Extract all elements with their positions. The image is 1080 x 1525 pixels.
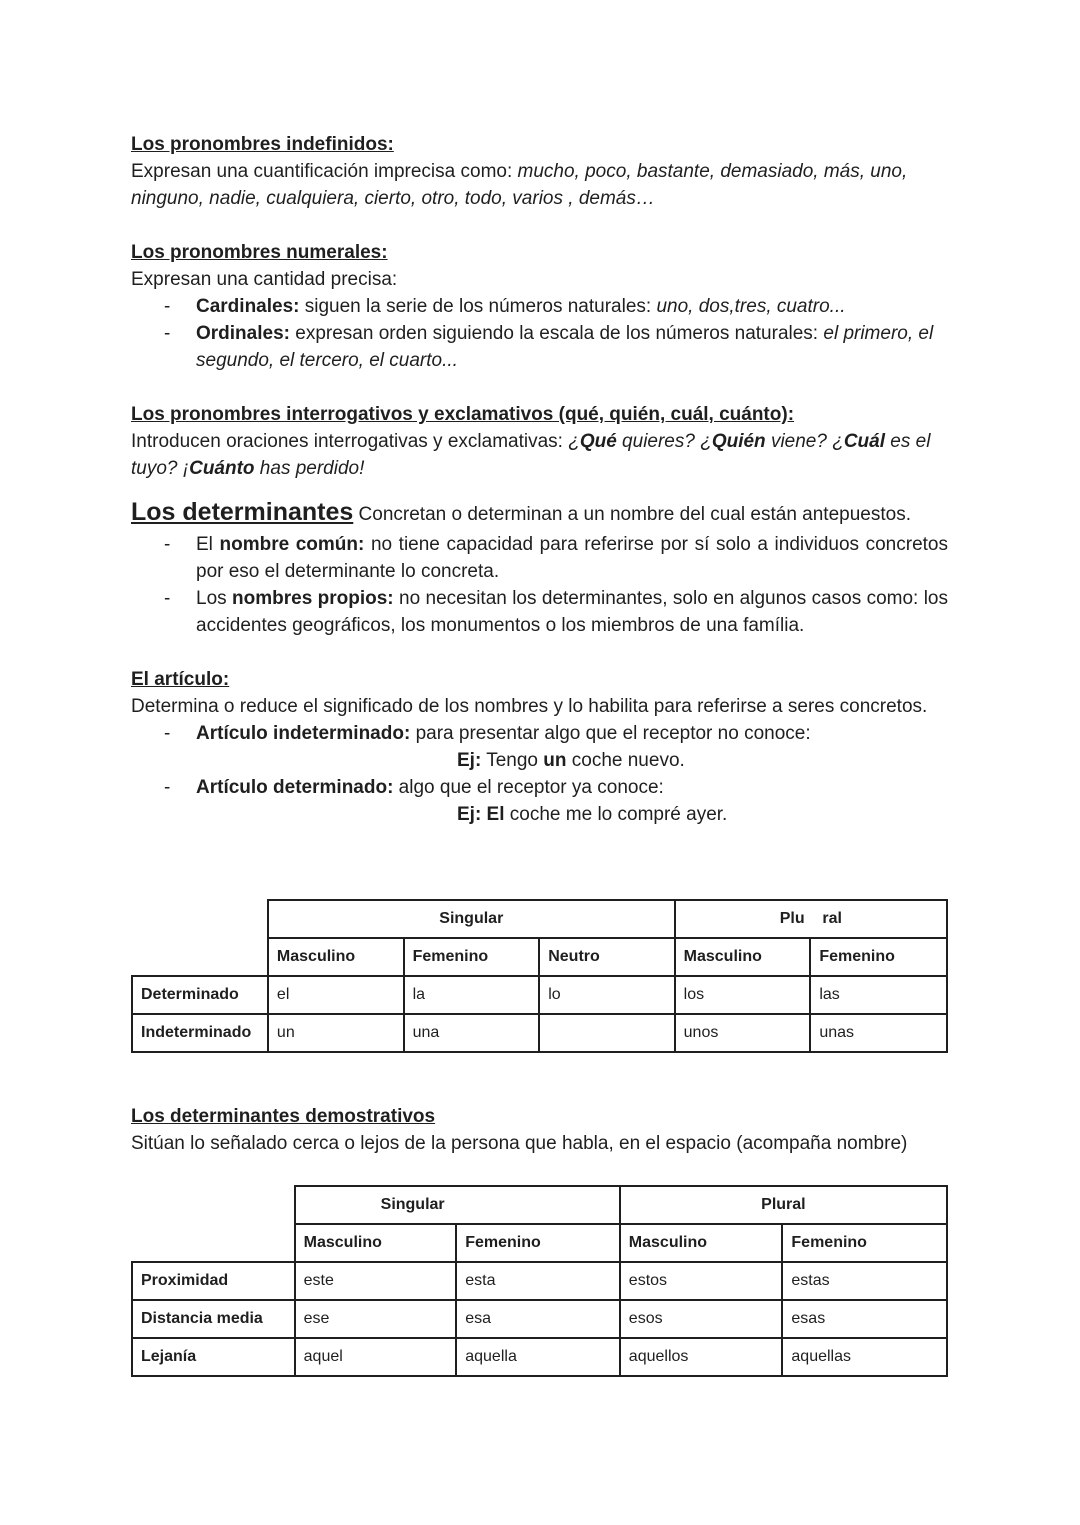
determinantes-list [131,531,948,639]
column-header: Femenino [404,938,540,976]
table-cell: aquellos [620,1338,783,1376]
indet-ex-b: un [543,750,567,771]
indefinidos-lead: Expresan una cuantificación imprecisa como: [131,161,518,182]
numerales-term-0: Cardinales: [196,296,300,317]
indet-text: para presentar algo que el receptor no conoce: [410,723,811,744]
det-term-1: nombres propios: [232,588,394,609]
table-cell: unas [810,1014,947,1052]
numerales-text-1: expresan orden siguiendo la escala de los números naturales: [289,323,824,344]
section-heading-determinantes: Los determinantes [131,498,354,526]
q4-word: Cuánto [189,458,255,479]
det-term: Artículo determinado: [196,777,394,798]
paragraph-determinantes [131,496,948,531]
table-cell: la [404,976,540,1014]
column-header: Masculino [620,1224,783,1262]
list-item [131,585,948,639]
determinantes-lead: Concretan o determinan a un nombre del cual están antepuestos. [353,504,911,525]
column-header: Femenino [456,1224,620,1262]
list-item [131,720,948,747]
table-cell: una [404,1014,540,1052]
table-cell: aquellas [782,1338,947,1376]
q2-word: Quién [711,431,766,452]
demostrativos-lead: Sitúan lo señalado cerca o lejos de la persona que habla, en el espacio (acompaña nombre) [131,1133,908,1154]
table-row [132,900,947,938]
q2-rest: viene? ¿ [765,431,844,452]
indefinidos-examples-1: mucho, poco, bastante, demasiado, más, uno, [517,161,908,182]
q1-word: Qué [579,431,617,452]
table-cell: lo [539,976,674,1014]
det-pre-1: Los [196,588,233,609]
table-row [132,1224,947,1262]
table-cell: el [268,976,404,1014]
det-ex-b: El [481,804,505,825]
column-header: Femenino [810,938,947,976]
table-row [132,976,947,1014]
header-singular: Singular [268,900,675,938]
table-cell: unos [675,1014,811,1052]
demostrativos-table [131,1185,948,1377]
column-header: Femenino [782,1224,947,1262]
table-cell: las [810,976,947,1014]
header-plural: Plural [620,1186,947,1224]
row-header: Proximidad [132,1262,295,1300]
det-text-0: no tiene capacidad para referirse por sí solo a individuos concretos por eso el determinante lo concreta. [196,534,948,582]
example-indeterminado [131,747,948,774]
indet-term: Artículo indeterminado: [196,723,411,744]
indet-ex-a: Tengo [481,750,544,771]
example-determinado [131,801,948,828]
q1-rest: quieres? ¿ [616,431,712,452]
table-cell: estas [782,1262,947,1300]
list-item [131,531,948,585]
numerales-example-0: uno, dos,tres, cuatro... [656,296,846,317]
table-cell: los [675,976,811,1014]
table-corner [132,1186,295,1224]
demostrativos-section [131,1103,948,1157]
paragraph-indefinidos [131,158,948,212]
table-cell: estos [620,1262,783,1300]
table-cell: este [295,1262,457,1300]
column-header: Masculino [675,938,811,976]
interrogativos-lead: Introducen oraciones interrogativas y exclamativas: [131,431,569,452]
column-header: Masculino [295,1224,457,1262]
table-row [132,1262,947,1300]
section-heading-interrogativos: Los pronombres interrogativos y exclamativos (qué, quién, cuál, cuánto): [131,404,795,425]
articulo-list [131,720,948,747]
table-corner [132,1224,295,1262]
numerales-example-1: el primero, el segundo, el tercero, el cuarto... [196,323,934,371]
q3-rest: es el tuyo? ¡ [131,431,931,479]
list-item [131,320,948,374]
table-cell: aquella [456,1338,620,1376]
numerales-term-1: Ordinales: [196,323,290,344]
indet-ex-c: coche nuevo. [566,750,685,771]
q3-word: Cuál [843,431,886,452]
table-corner [132,938,268,976]
det-ex-label: Ej: [457,804,482,825]
numerales-text-0: siguen la serie de los números naturales: [299,296,657,317]
table-cell: esas [782,1300,947,1338]
paragraph-interrogativos [131,428,948,482]
table-cell: esta [456,1262,620,1300]
det-text: algo que el receptor ya conoce: [393,777,664,798]
q1-open: ¿ [568,431,580,452]
table-cell: esa [456,1300,620,1338]
row-header: Distancia media [132,1300,295,1338]
row-header: Indeterminado [132,1014,268,1052]
table-cell [539,1014,674,1052]
det-term-0: nombre común: [219,534,365,555]
table-row [132,1300,947,1338]
row-header: Lejanía [132,1338,295,1376]
q4-rest: has perdido! [254,458,365,479]
indefinidos-examples-2: ninguno, nadie, cualquiera, cierto, otro, todo, varios , demás… [131,188,655,209]
table-cell: aquel [295,1338,457,1376]
header-singular: Singular [295,1186,620,1224]
table-row [132,1338,947,1376]
det-pre-0: El [196,534,220,555]
table-row [132,1186,947,1224]
list-item [131,774,948,801]
det-text-1: no necesitan los determinantes, solo en algunos casos como: los accidentes geográficos, los monumentos o los miembros de una família. [196,588,948,636]
table-row [132,1014,947,1052]
section-heading-numerales: Los pronombres numerales: [131,242,388,263]
articulo-list-2 [131,774,948,801]
table-corner [132,900,268,938]
articulo-lead: Determina o reduce el significado de los nombres y lo habilita para referirse a seres concretos. [131,696,928,717]
column-header: Neutro [539,938,674,976]
document-page [131,131,948,828]
row-header: Determinado [132,976,268,1014]
articulo-table [131,899,948,1053]
numerales-list [131,293,948,374]
table-cell: esos [620,1300,783,1338]
column-header: Masculino [268,938,404,976]
table-cell: un [268,1014,404,1052]
section-heading-demostrativos: Los determinantes demostrativos [131,1106,436,1127]
section-heading-indefinidos: Los pronombres indefinidos: [131,134,394,155]
det-ex-c: coche me lo compré ayer. [504,804,728,825]
indet-ex-label: Ej: [457,750,482,771]
header-plural: Plu ral [675,900,947,938]
list-item [131,293,948,320]
numerales-lead: Expresan una cantidad precisa: [131,269,398,290]
table-cell: ese [295,1300,457,1338]
section-heading-articulo: El artículo: [131,669,230,690]
table-row [132,938,947,976]
